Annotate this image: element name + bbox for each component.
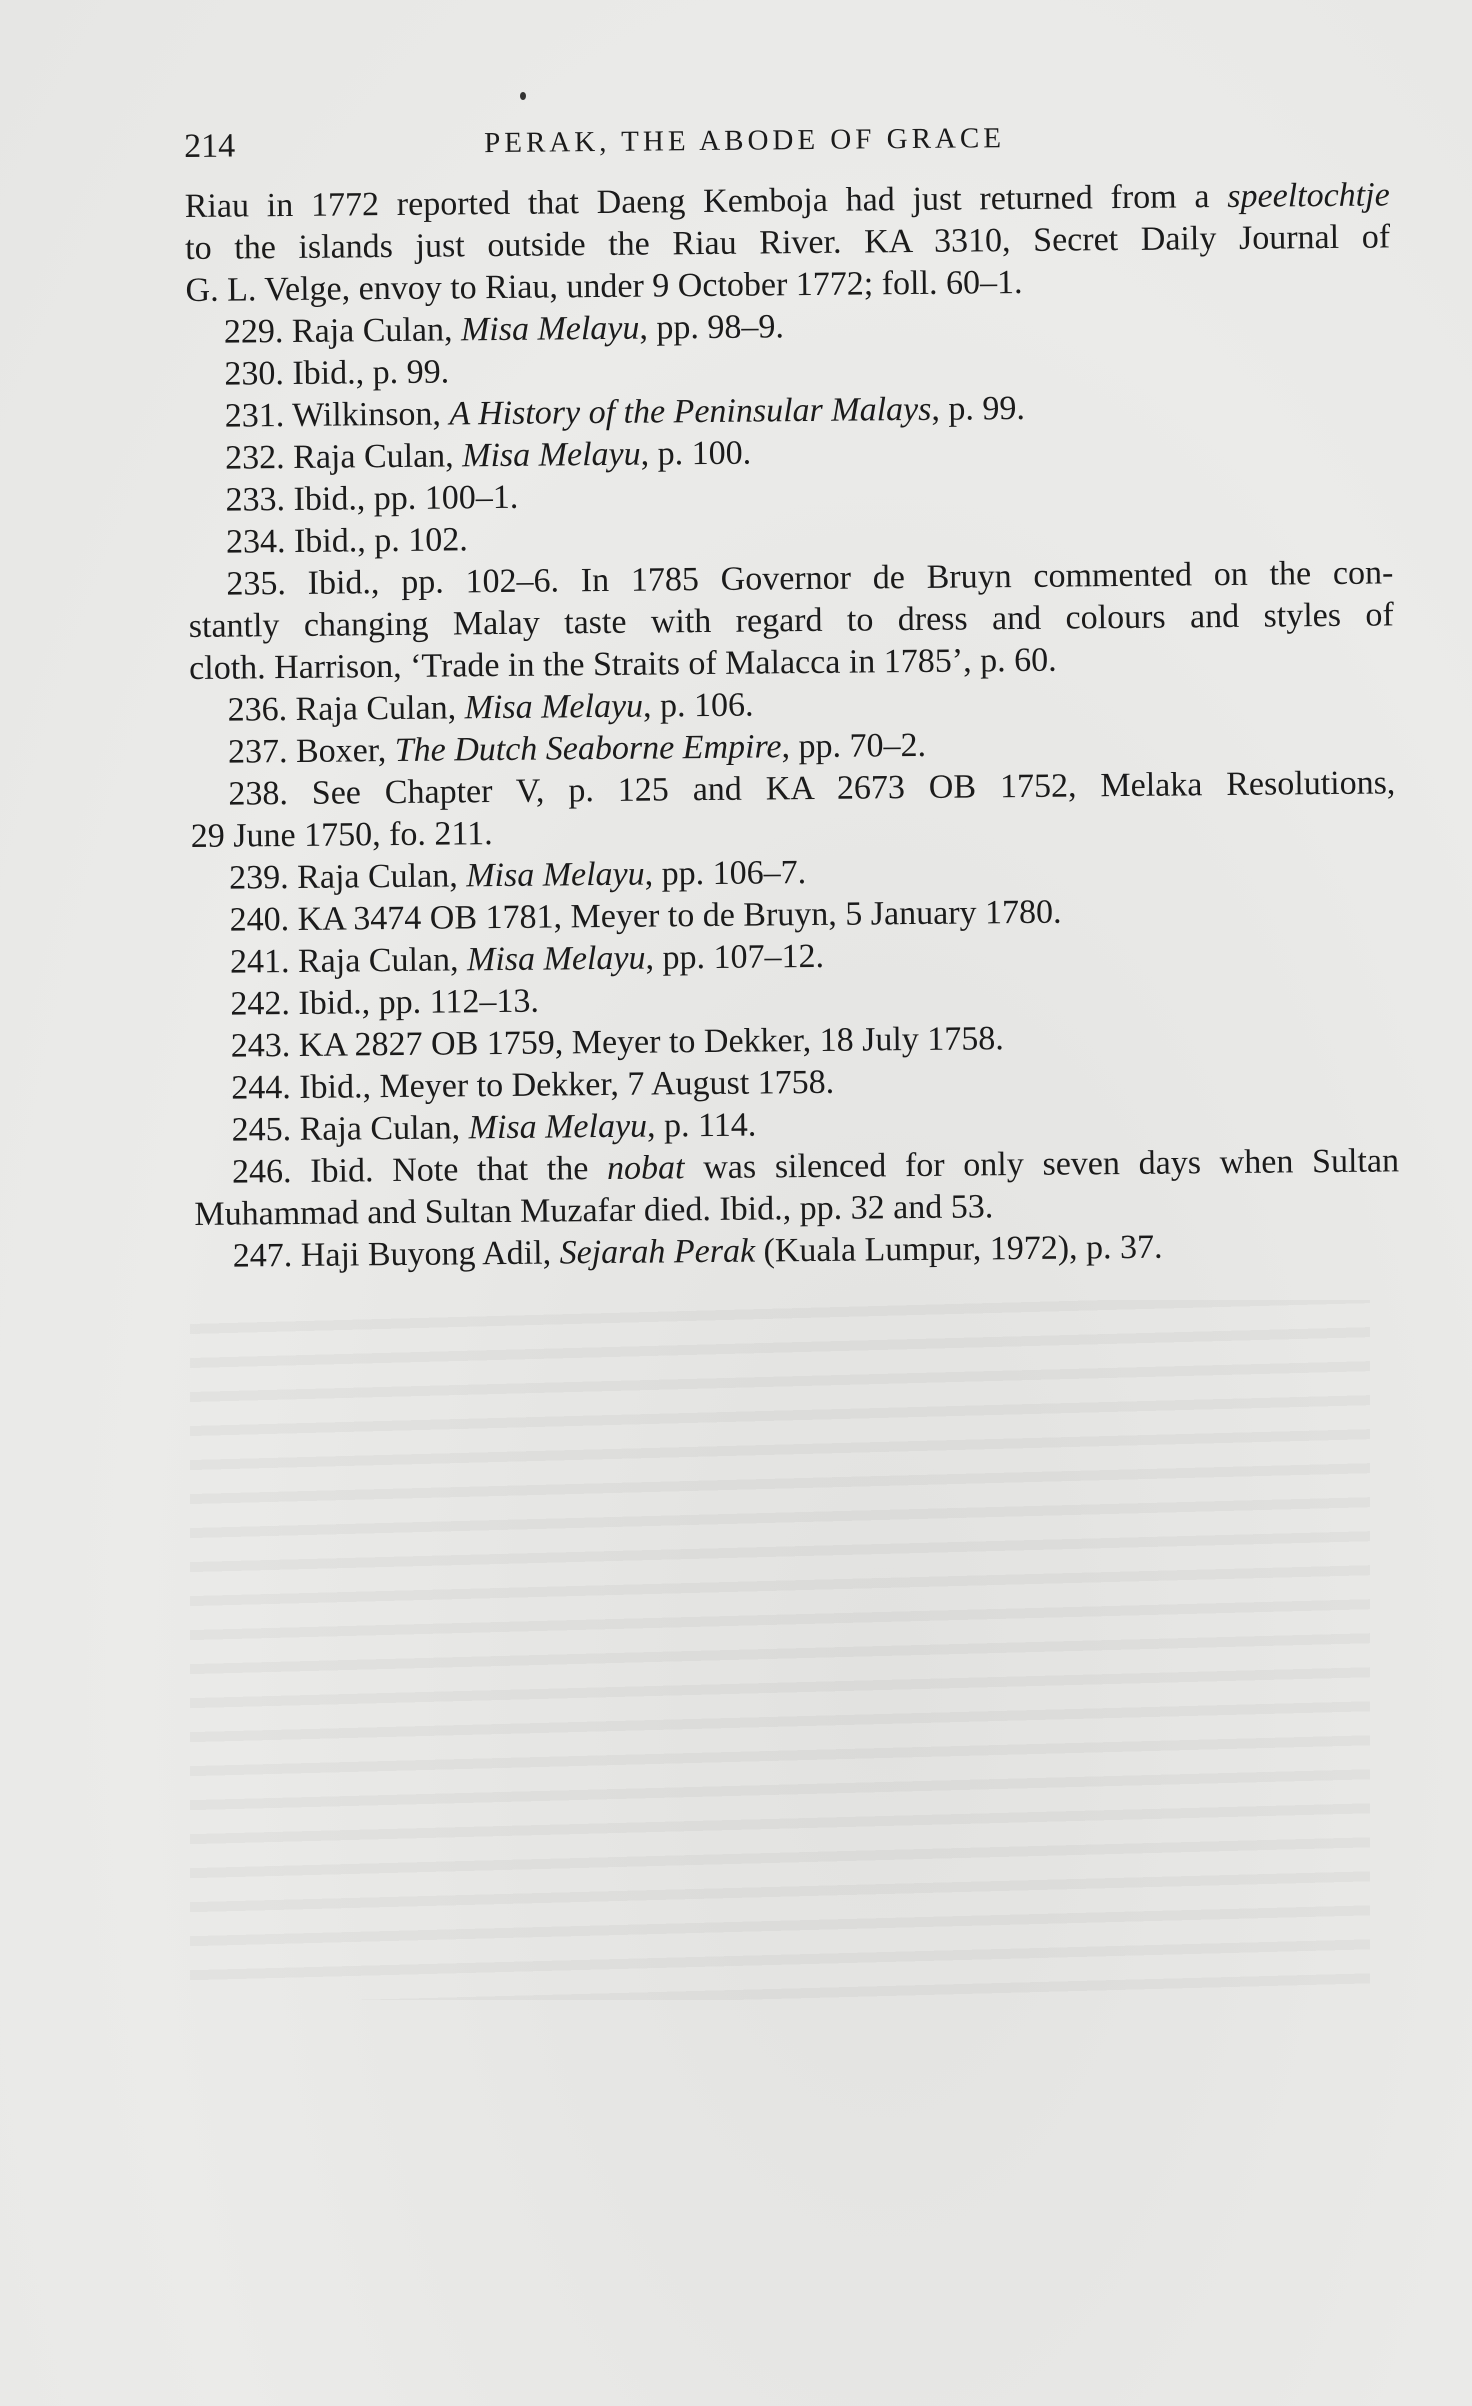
italic-title: Misa Melayu — [468, 1107, 648, 1147]
text-segment: 236. Raja Culan, — [227, 689, 465, 729]
text-segment: cloth. Harrison, ‘Trade in the Straits of Malacca in 1785’, p. 60. — [189, 641, 1057, 687]
text-segment: 241. Raja Culan, — [229, 941, 468, 981]
page-number: 214 — [184, 127, 236, 165]
text-segment: 240. KA 3474 OB 1781, Meyer to de Bruyn, 5 January 1780. — [229, 893, 1062, 939]
italic-title: Misa Melayu — [466, 855, 645, 895]
text-segment: G. L. Velge, envoy to Riau, under 9 October 1772; foll. 60–1. — [185, 263, 1023, 309]
text-segment: 233. Ibid., pp. 100–1. — [225, 478, 519, 519]
text-segment: , pp. 70–2. — [781, 726, 927, 766]
text-segment: 242. Ibid., pp. 112–13. — [230, 982, 540, 1023]
text-segment: 238. See Chapter V, p. 125 and KA 2673 OB 1752, Melaka Resolutions, — [228, 764, 1396, 813]
text-segment: , pp. 106–7. — [644, 854, 807, 893]
show-through-text — [190, 1300, 1370, 2000]
text-segment: , pp. 107–12. — [645, 937, 825, 977]
italic-title: Misa Melayu — [460, 309, 640, 349]
endnotes — [185, 174, 1400, 1278]
text-segment: , p. 99. — [931, 389, 1026, 428]
text-segment: 234. Ibid., p. 102. — [225, 521, 468, 561]
text-segment: 245. Raja Culan, — [231, 1109, 469, 1149]
italic-title: speeltochtje — [1227, 176, 1390, 215]
text-segment: Riau in 1772 reported that Daeng Kemboja had just returned from a — [184, 177, 1228, 225]
text-segment: 235. Ibid., pp. 102–6. In 1785 Governor de Bruyn commented on the con- — [226, 554, 1394, 603]
italic-title: Misa Melayu — [464, 687, 644, 727]
italic-title: Sejarah Perak — [559, 1232, 756, 1272]
italic-title: nobat — [606, 1149, 685, 1187]
text-segment: 247. Haji Buyong Adil, — [232, 1234, 560, 1275]
text-segment: , pp. 98–9. — [639, 308, 785, 347]
text-segment: , p. 114. — [646, 1106, 757, 1145]
text-segment: 246. Ibid. Note that the — [231, 1149, 608, 1191]
text-segment: 29 June 1750, fo. 211. — [190, 815, 493, 855]
text-segment: , p. 106. — [642, 686, 754, 725]
italic-title: A History of the Peninsular Malays — [449, 390, 932, 433]
italic-title: Misa Melayu — [466, 939, 646, 979]
text-segment: 244. Ibid., Meyer to Dekker, 7 August 1758. — [231, 1063, 835, 1107]
ink-speck — [520, 92, 526, 100]
text-segment: 243. KA 2827 OB 1759, Meyer to Dekker, 18 July 1758. — [230, 1020, 1004, 1065]
text-segment: stantly changing Malay taste with regard to dress and colours and styles of — [188, 596, 1394, 645]
text-segment: 230. Ibid., p. 99. — [224, 353, 450, 393]
text-segment: , p. 100. — [640, 434, 752, 473]
text-segment: 232. Raja Culan, — [224, 437, 463, 477]
text-segment: to the islands just outside the Riau River. KA 3310, Secret Daily Journal of — [184, 218, 1391, 267]
text-segment: 231. Wilkinson, — [224, 395, 450, 435]
page-content — [184, 116, 1400, 1278]
text-segment: 229. Raja Culan, — [223, 311, 462, 351]
running-header — [184, 116, 1390, 186]
text-segment: Muhammad and Sultan Muzafar died. Ibid., pp. 32 and 53. — [194, 1188, 994, 1233]
italic-title: Misa Melayu — [462, 435, 641, 475]
running-title: PERAK, THE ABODE OF GRACE — [484, 122, 1006, 160]
italic-title: The Dutch Seaborne Empire — [394, 728, 782, 770]
text-segment: 239. Raja Culan, — [229, 857, 467, 897]
text-segment: 237. Boxer, — [227, 732, 395, 771]
text-segment: was silenced for only seven days when Sultan — [684, 1142, 1400, 1187]
text-segment: (Kuala Lumpur, 1972), p. 37. — [754, 1228, 1163, 1270]
